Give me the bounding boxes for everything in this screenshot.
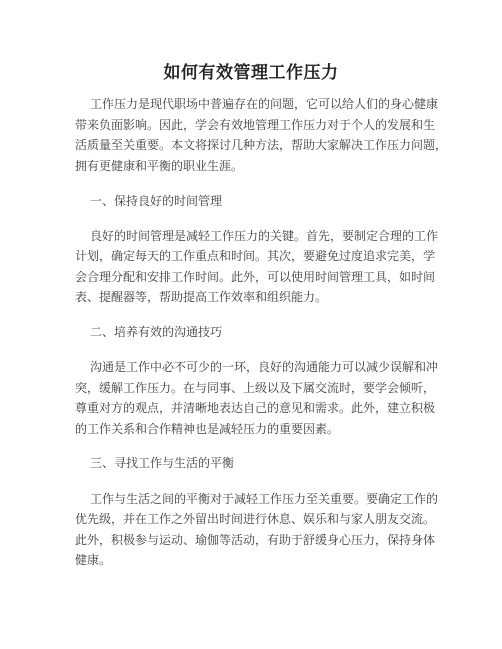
section-1-heading: 一、保持良好的时间管理 <box>90 194 223 208</box>
section-3-line-4: 健康。 <box>75 553 112 567</box>
intro-line-4: 拥有更健康和平衡的职业生涯。 <box>75 159 244 173</box>
section-2-line-4: 的工作关系和合作精神也是减轻压力的重要因素。 <box>75 422 340 436</box>
section-3-line-1: 工作与生活之间的平衡对于减轻工作压力至关重要。要确定工作的 <box>90 492 439 506</box>
document-title: 如何有效管理工作压力 <box>163 63 339 83</box>
section-2-line-2: 突，缓解工作压力。在与同事、上级以及下属交流时，要学会倾听， <box>75 381 436 395</box>
section-1-line-4: 表、提醒器等，帮助提高工作效率和组织能力。 <box>75 290 328 304</box>
section-3-heading: 三、寻找工作与生活的平衡 <box>90 456 235 470</box>
intro-line-3: 活质量至关重要。本文将探讨几种方法，帮助大家解决工作压力问题， <box>75 138 448 152</box>
section-1-line-1: 良好的时间管理是减轻工作压力的关键。首先，要制定合理的工作 <box>90 229 439 243</box>
intro-line-1: 工作压力是现代职场中普遍存在的问题，它可以给人们的身心健康 <box>90 97 439 111</box>
section-3-line-2: 优先级，并在工作之外留出时间进行休息、娱乐和与家人朋友交流。 <box>75 512 436 526</box>
intro-line-2: 带来负面影响。因此，学会有效地管理工作压力对于个人的发展和生 <box>75 118 436 132</box>
section-1-line-3: 会合理分配和安排工作时间。此外，可以使用时间管理工具，如时间 <box>75 270 436 284</box>
section-3-line-3: 此外，积极参与运动、瑜伽等活动，有助于舒缓身心压力，保持身体 <box>75 533 436 547</box>
section-2-line-1: 沟通是工作中必不可少的一环，良好的沟通能力可以减少误解和冲 <box>90 360 439 374</box>
section-1-line-2: 计划，确定每天的工作重点和时间。其次，要避免过度追求完美，学 <box>75 249 436 263</box>
section-2-heading: 二、培养有效的沟通技巧 <box>90 325 223 339</box>
section-2-line-3: 尊重对方的观点，并清晰地表达自己的意见和需求。此外，建立积极 <box>75 401 436 415</box>
